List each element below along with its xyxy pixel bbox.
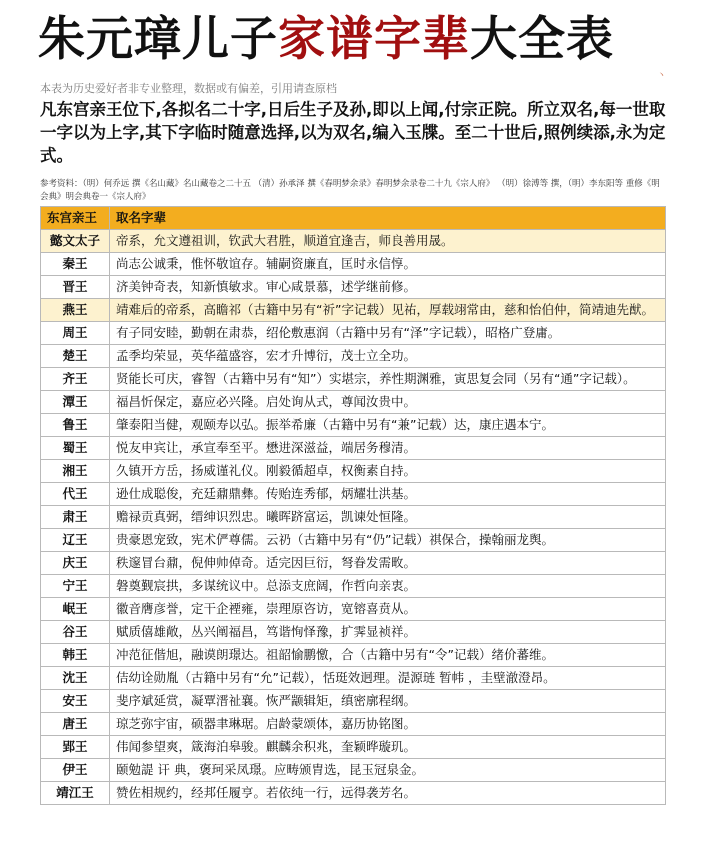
header-prince: 东宫亲王 [41,207,110,230]
generation-names-cell: 颐勉諟 讦 典，褒珂采凤璟。应畴颁胄选，昆玉冠泉金。 [110,759,666,782]
table-header-row [41,207,666,230]
prince-cell: 秦王 [41,253,110,276]
table-row [41,713,666,736]
prince-cell: 唐王 [41,713,110,736]
table-row [41,575,666,598]
generation-names-cell: 磐奠觐宸拱，多谋统议中。总添支庶阔，作哲向亲衷。 [110,575,666,598]
generation-names-cell: 尚志公诚秉，惟怀敬谊存。辅嗣资廉直，匡时永信惇。 [110,253,666,276]
prince-cell: 庆王 [41,552,110,575]
prince-cell: 湘王 [41,460,110,483]
table-row [41,253,666,276]
table-row [41,345,666,368]
title-part-1: 朱元璋儿子 [38,12,278,67]
table-row [41,552,666,575]
generation-names-cell: 靖难后的帝系，高瞻祁（古籍中另有“祈”字记载）见祐，厚载翊常由，慈和怡伯仲，简靖迪先猷。 [110,299,666,322]
prince-cell: 辽王 [41,529,110,552]
prince-cell: 燕王 [41,299,110,322]
generation-names-cell: 孟季均荣显，英华蕴盛容，宏才升博衍，茂士立全功。 [110,345,666,368]
generation-names-cell: 赋质僖雄敞，丛兴阐福昌，笃谐恂怿豫，扩霁显祯祥。 [110,621,666,644]
prince-cell: 蜀王 [41,437,110,460]
prince-cell: 宁王 [41,575,110,598]
generation-names-cell: 有子同安睦，勤朝在肃恭，绍伦敷惠润（古籍中另有“泽”字记载），昭格广登庸。 [110,322,666,345]
table-row [41,690,666,713]
generation-names-cell: 济美钟奇表，知新慎敏求。审心咸景慕，述学继前修。 [110,276,666,299]
table-row [41,483,666,506]
prince-cell: 靖江王 [41,782,110,805]
table-row [41,667,666,690]
title-part-2: 大全表 [470,12,614,67]
generation-names-cell: 伟闻参望爽，箴海泊皋骏。麒麟余积兆，奎颖晔璇玑。 [110,736,666,759]
prince-cell: 安王 [41,690,110,713]
table-row [41,414,666,437]
table-row [41,782,666,805]
table-body [41,230,666,805]
generation-names-cell: 贵豪恩宠致，宪术俨尊儒。云礽（古籍中另有“仍”记载）祺保合，操翰丽龙舆。 [110,529,666,552]
generation-names-cell: 秩邃冒台鼐，倪伸帅倬奇。适完因巨衍，弩眷发需畋。 [110,552,666,575]
prince-cell: 鲁王 [41,414,110,437]
prince-cell: 代王 [41,483,110,506]
generation-names-cell: 悦友申宾让，承宣奉至平。懋进深滋益，端居务穆清。 [110,437,666,460]
table-row [41,299,666,322]
prince-cell: 周王 [41,322,110,345]
generation-names-table [40,206,666,805]
prince-cell: 齐王 [41,368,110,391]
generation-names-cell: 琼芝弥宇宙，硕器聿琳琚。启龄蒙颂体，嘉历协铭图。 [110,713,666,736]
prince-cell: 潭王 [41,391,110,414]
generation-names-cell: 徽音膺彦誉，定干企禋雍，崇理原咨访，宽镕喜贲从。 [110,598,666,621]
table-row [41,322,666,345]
generation-names-cell: 赞佐相规约，经邦任履亨。若依纯一行，远得袭芳名。 [110,782,666,805]
table-row [41,276,666,299]
subtitle: 本表为历史爱好者非专业整理，数据或有偏差，引用请查原档 [40,82,337,95]
generation-names-cell: 冲范征偕旭，融谟朗璟达。祖韶愉鹏憿，合（古籍中另有“令”记载）绪价蕃维。 [110,644,666,667]
generation-names-cell: 斐序斌延赏，凝覃溍祉襄。恢严颛辑矩，缜密廓程纲。 [110,690,666,713]
generation-names-cell: 赡禄贡真弼，缙绅识烈忠。曦晖跻富运，凯谏处恒隆。 [110,506,666,529]
prince-cell: 晋王 [41,276,110,299]
prince-cell: 岷王 [41,598,110,621]
prince-cell: 肃王 [41,506,110,529]
table-row [41,736,666,759]
intro-paragraph: 凡东宫亲王位下,各拟名二十字,日后生子及孙,即以上闻,付宗正院。所立双名,每一世取一字以为上字,其下字临时随意选择,以为双名,编入玉牒。至二十世后,照例续添,永为定式。 [40,100,666,165]
generation-names-cell: 贤能长可庆，睿智（古籍中另有“知”）实堪宗，养性期渊雅，寅思复会同（另有“通”字记载）。 [110,368,666,391]
table-row [41,644,666,667]
generation-names-cell: 福昌忻保定，嘉应必兴隆。启处询从式，尊闻汝贵中。 [110,391,666,414]
generation-names-cell: 佶幼诠勋胤（古籍中另有“允”记载），恬珽效迥理。湜源琏 暂帏 ，圭壁澈澄昂。 [110,667,666,690]
references: 参考资料：（明）何乔远 撰《名山藏》名山藏卷之二十五 （清）孙承泽 撰《春明梦余录》春明梦余录卷二十九《宗人府》 （明）徐溥等 撰，（明）李东阳等 重修《明会典》明会典卷一《宗人府》 [40,179,660,202]
decorative-mark: 丶 [657,71,667,81]
table-row [41,621,666,644]
table-row [41,506,666,529]
table-row [41,529,666,552]
generation-names-cell: 久镇开方岳，扬威谨礼仪。刚毅循超卓，权衡素自持。 [110,460,666,483]
prince-cell: 韩王 [41,644,110,667]
table-row [41,230,666,253]
table-row [41,759,666,782]
generation-names-cell: 帝系，允文遵祖训，钦武大君胜，顺道宜逢吉，师良善用晟。 [110,230,666,253]
table-row [41,437,666,460]
prince-cell: 沈王 [41,667,110,690]
generation-names-cell: 逊仕成聪俊，充廷鼐鼎彝。传贻连秀郁，炳耀壮洪基。 [110,483,666,506]
generation-names-cell: 肇泰阳当健，观颐寿以弘。振举希廉（古籍中另有“兼”记载）达，康庄遇本宁。 [110,414,666,437]
prince-cell: 谷王 [41,621,110,644]
prince-cell: 郢王 [41,736,110,759]
title-part-red: 家谱字辈 [278,12,470,67]
table-row [41,391,666,414]
table-row [41,460,666,483]
prince-cell: 懿文太子 [41,230,110,253]
table-row [41,598,666,621]
header-names: 取名字辈 [110,207,666,230]
prince-cell: 楚王 [41,345,110,368]
page-title [38,10,614,70]
table-row [41,368,666,391]
prince-cell: 伊王 [41,759,110,782]
